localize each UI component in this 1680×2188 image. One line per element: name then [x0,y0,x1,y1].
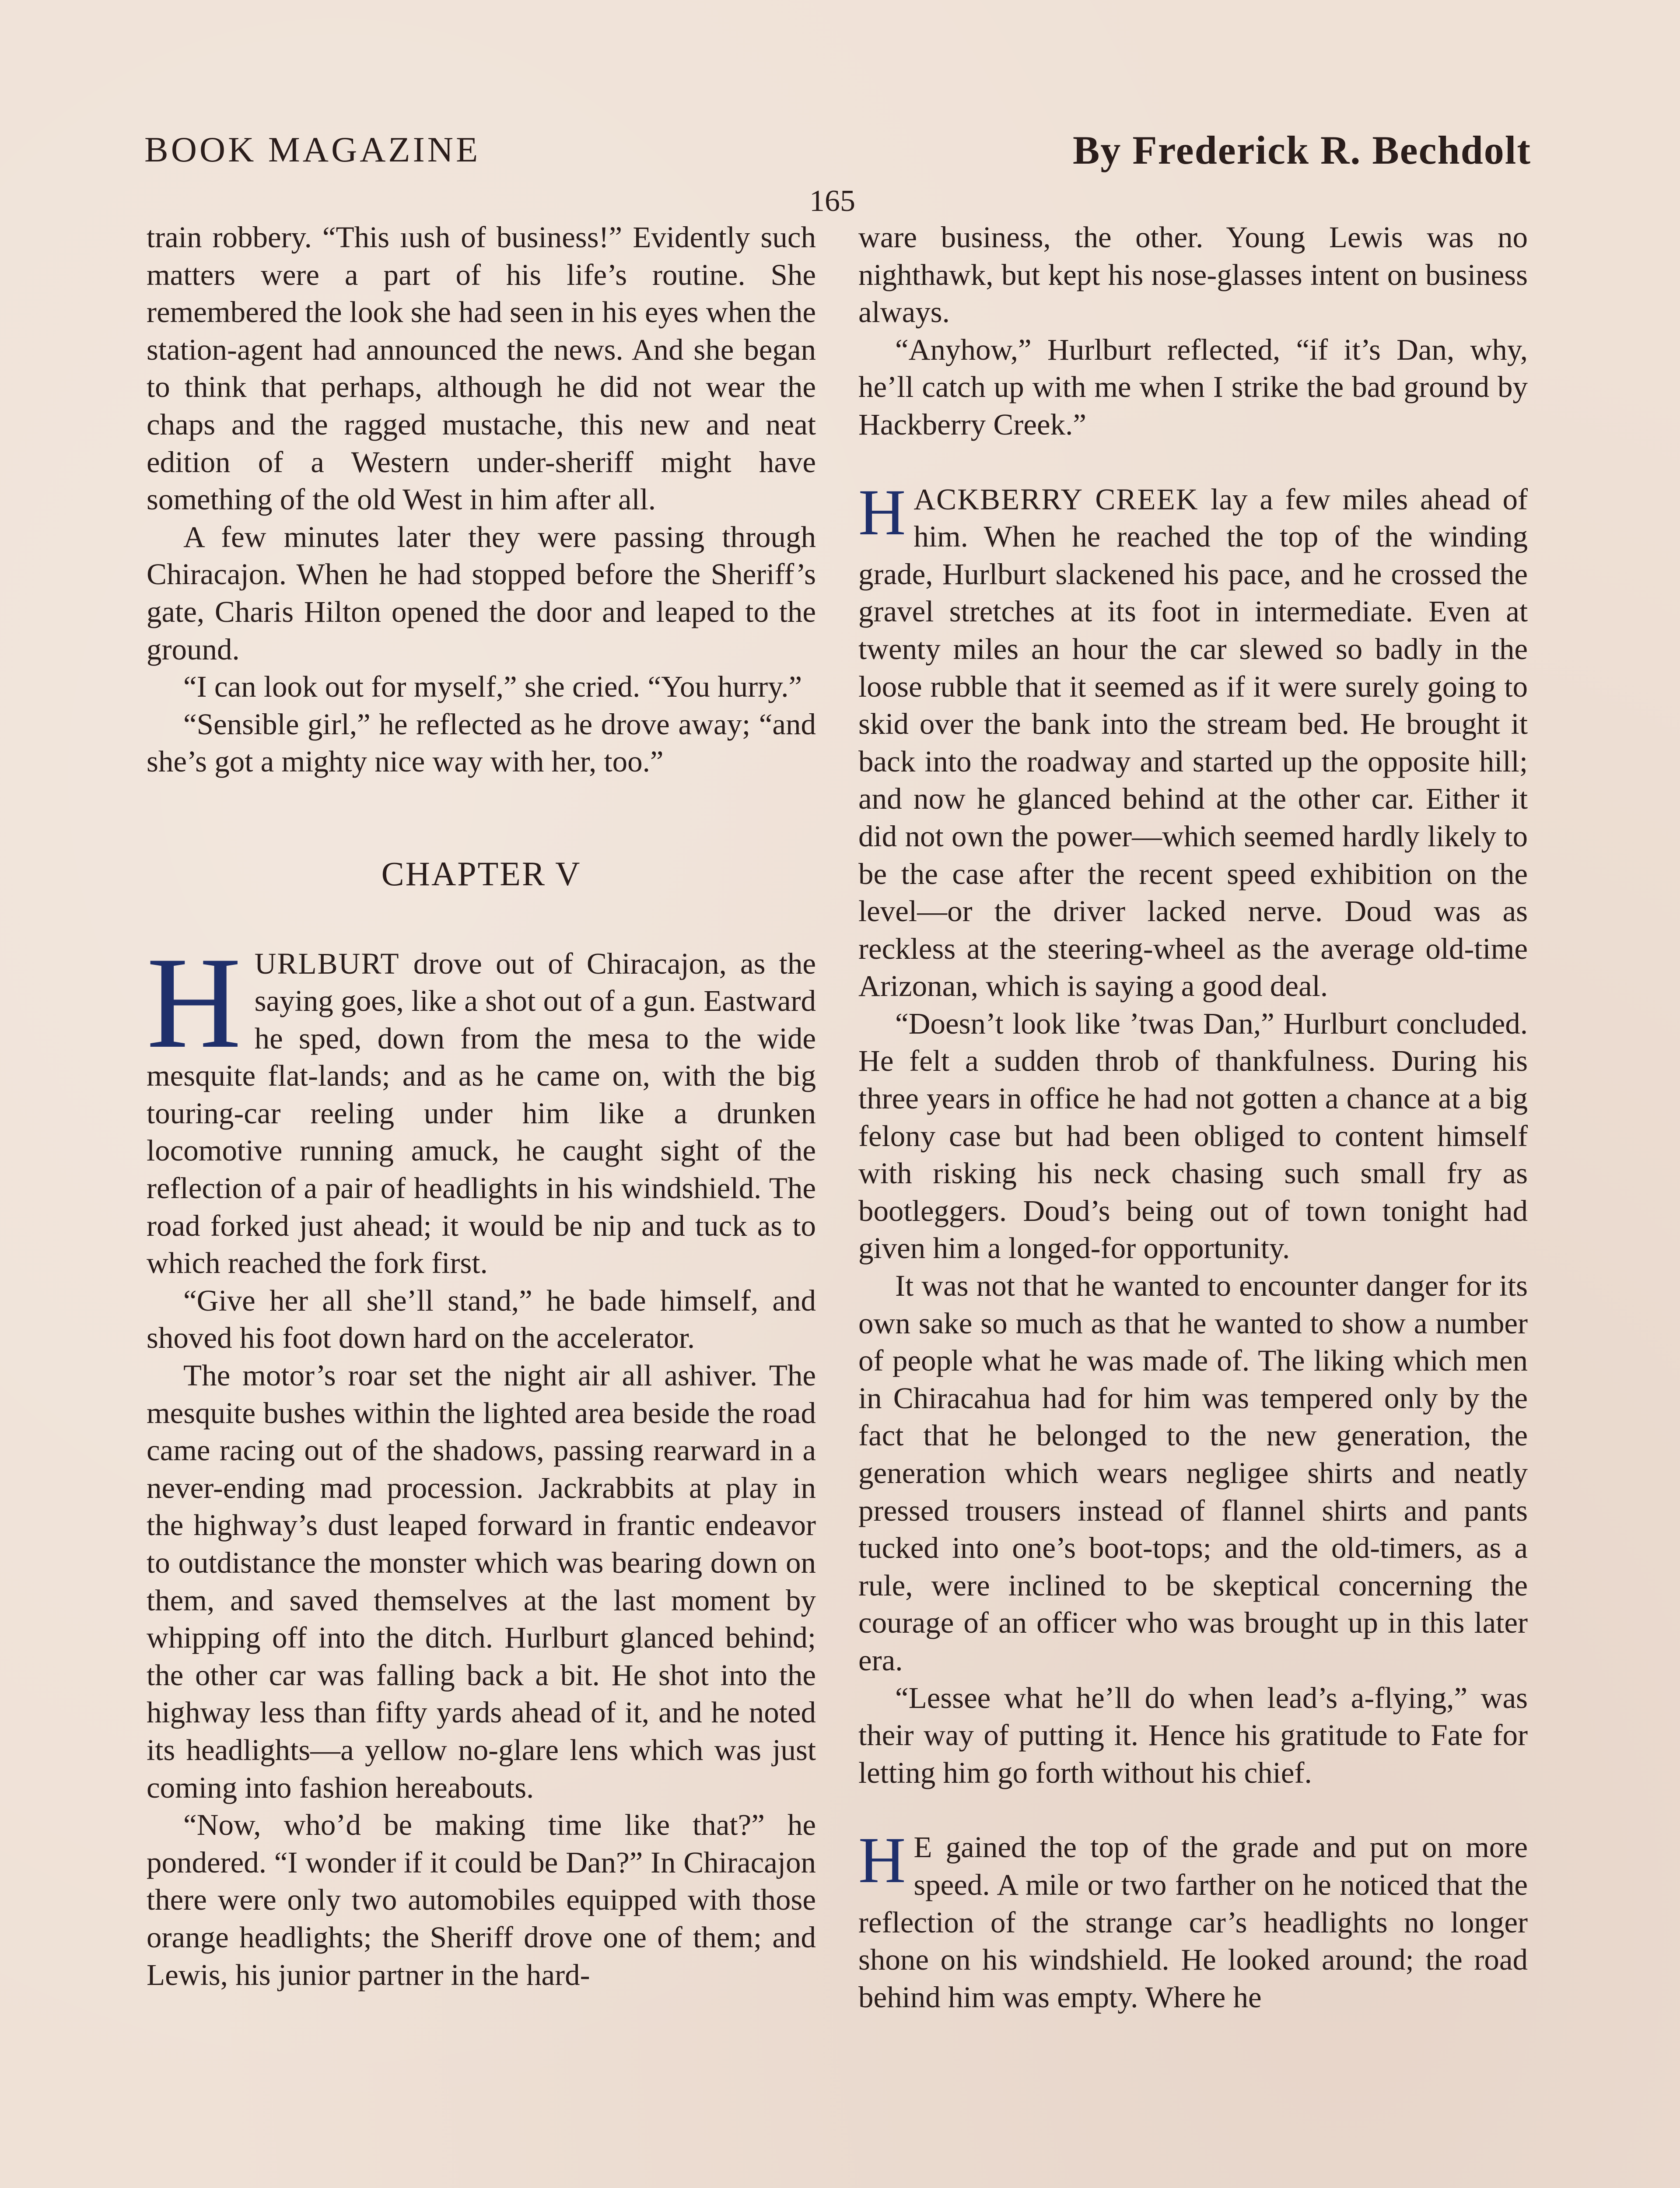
paragraph: train robbery. “This ıush of business!” Evidently such matters were a part of his life’s routine. She remembered the look she had seen in his eyes when the station-agent had announced the news. And she began to think that perhaps, although he did not wear the chaps and the ragged mustache, this new and neat edition of a Western under-sheriff might have something of the old West in him after all. [147,221,816,516]
paragraph: “Anyhow,” Hurlburt reflected, “if it’s Dan, why, he’ll catch up with me when I strike the bad ground by Hackberry Creek.” [858,333,1528,441]
paragraph: ware business, the other. Young Lewis was no nighthawk, but kept his nose-glasses intent on business always. [858,221,1528,329]
small-caps-lead: URLBURT [254,947,400,980]
page-number: 165 [809,184,855,218]
drop-cap: H [147,929,242,1075]
paragraph: The motor’s roar set the night air all ashiver. The mesquite bushes within the lighted area beside the road came racing out of the shadows, passing rearward in a never-ending mad procession. Jackrabbits at play in the highway’s dust leaped forward in frantic endeavor to outdistance the monster which was bearing down on them, and saved themselves at the last moment by whipping off into the ditch. Hurlburt glanced behind; the other car was falling back a bit. He shot into the highway less than fifty yards ahead of it, and he noted its headlights—a yellow no-glare lens which was just coming into fashion hereabouts. [147,1359,816,1804]
running-header-author: By Frederick R. Bechdolt [1073,128,1531,172]
paragraph: “Doesn’t look like ’twas Dan,” Hurlburt concluded. He felt a sudden throb of thankfulness. During his three years in office he had not gotten a chance at a big felony case but had been obliged to content himself with risking his neck chasing such small fry as bootleggers. Doud’s being out of town tonight had given him a longed-for opportunity. [858,1006,1528,1265]
paragraph-text: lay a few miles ahead of him. When he reached the top of the winding grade, Hurlburt slackened his pace, and he crossed the gravel stretches at its foot in intermediate. Even at twenty miles an hour the car slewed so badly in the loose rubble that it seemed as if it were surely going to skid over the bank into the stream bed. He brought it back into the roadway and started up the opposite hill; and now he glanced behind at the other car. Either it did not own the power—which seemed hardly likely to be the case after the recent speed exhibition on the level—or the driver lacked nerve. Doud was as reckless at the steering-wheel as the average old-time Arizonan, which is saying a good deal. [858,482,1528,1003]
paragraph: “Now, who’d be making time like that?” he pondered. “I wonder if it could be Dan?” In Chiracajon there were only two automobiles equipped with those orange headlights; the Sheriff drove one of them; and Lewis, his junior partner in the hard- [147,1808,816,1992]
paragraph-text: E gained the top of the grade and put on more speed. A mile or two farther on he noticed that the reflection of the strange car’s headlights no longer shone on his windshield. He looked around; the road behind him was empty. Where he [858,1830,1528,2014]
paragraph-text: drove out of Chiracajon, as the saying goes, like a shot out of a gun. Eastward he sped, down from the mesa to the wide mesquite flat-lands; and as he came on, with the big touring-car reeling under him like a drunken locomotive running amuck, he caught sight of the reflection of a pair of headlights in his windshield. The road forked just ahead; it would be nip and tuck as to which reached the fork first. [147,947,816,1280]
paragraph: “Give her all she’ll stand,” he bade himself, and shoved his foot down hard on the accelerator. [147,1283,816,1355]
drop-cap: H [858,1824,906,1897]
paragraph: A few minutes later they were passing through Chiracajon. When he had stopped before the Sheriff’s gate, Charis Hilton opened the door and leaped to the ground. [147,520,816,666]
section-opening-paragraph [858,476,1528,1005]
paragraph: “I can look out for myself,” she cried. “You hurry.” [183,670,802,704]
drop-cap: H [858,476,906,549]
right-column [858,219,1528,2016]
paragraph: “Sensible girl,” he reflected as he drove away; “and she’s got a mighty nice way with her, too.” [147,707,816,778]
chapter-heading: CHAPTER V [381,854,581,893]
section-opening-paragraph [858,1824,1528,2016]
paragraph: It was not that he wanted to encounter danger for its own sake so much as that he wanted to show a number of people what he was made of. The liking which men in Chiracahua had for him was tempered only by the fact that he belonged to the new generation, the generation which wears negligee shirts and neatly pressed trousers instead of flannel shirts and pants tucked into one’s boot-tops; and the old-timers, as a rule, were inclined to be skeptical concerning the courage of an officer who was brought up in this later era. [858,1269,1528,1677]
small-caps-lead: ACKBERRY CREEK [914,482,1199,516]
paragraph: “Lessee what he’ll do when lead’s a-flying,” was their way of putting it. Hence his gratitude to Fate for letting him go forth without his chief. [858,1681,1528,1789]
chapter-opening-paragraph [147,929,816,1282]
running-header-title: BOOK MAGAZINE [144,130,481,169]
left-column [147,219,816,1994]
